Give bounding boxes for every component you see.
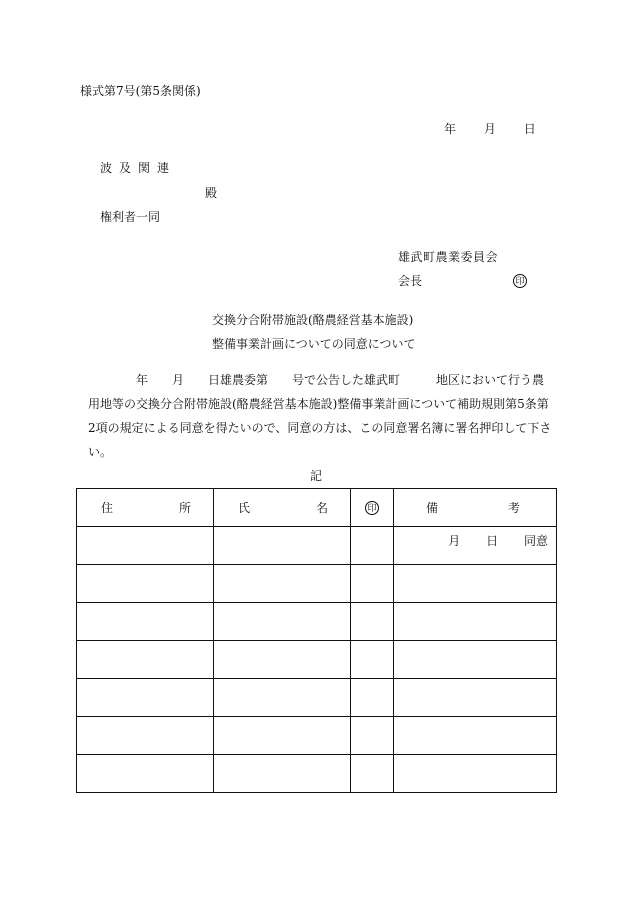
- table-row: [77, 565, 557, 603]
- date-year: 年: [444, 122, 457, 136]
- body-paragraph: 年 月 日雄農委第 号で公告した雄武町 地区において行う農用地等の交換分合附帯施設(酪農経営基本施設)整備事業計画について補助規則第5条第2項の規定による同意を得たいので、同意の方は、この同意署名簿に署名押印して下さい。: [88, 373, 552, 459]
- address-cell[interactable]: [77, 565, 214, 603]
- name-cell[interactable]: [214, 527, 351, 565]
- header-remarks: [394, 489, 557, 527]
- header-name-b: 名: [315, 501, 328, 515]
- consent-label: 同意: [523, 534, 548, 548]
- header-name-a: 氏: [238, 501, 251, 515]
- seal-header-icon: 印: [365, 501, 379, 515]
- name-cell[interactable]: [214, 717, 351, 755]
- table-header-row: [77, 489, 557, 527]
- table-row: [77, 603, 557, 641]
- header-remarks-a: 備: [426, 501, 439, 515]
- table-row: [77, 755, 557, 793]
- seal-cell[interactable]: [351, 527, 394, 565]
- name-cell[interactable]: [214, 565, 351, 603]
- address-cell[interactable]: [77, 641, 214, 679]
- remarks-cell[interactable]: [394, 603, 557, 641]
- issuer-org: 雄武町農業委員会: [398, 250, 499, 264]
- seal-mark-icon: 印: [513, 274, 527, 288]
- subject-line1: 交換分合附帯施設(酪農経営基本施設): [212, 313, 414, 327]
- name-cell[interactable]: [214, 755, 351, 793]
- date-month: 月: [483, 122, 496, 136]
- consent-month: 月: [448, 534, 461, 548]
- header-address-a: 住: [101, 501, 114, 515]
- addressee-line1: 波及関連: [100, 161, 177, 175]
- addressee-line2: 権利者一同: [100, 210, 161, 224]
- consent-day: 日: [486, 534, 499, 548]
- table-row: [77, 679, 557, 717]
- remarks-cell[interactable]: [394, 717, 557, 755]
- table-row: [77, 641, 557, 679]
- address-cell[interactable]: [77, 679, 214, 717]
- table-row: [77, 527, 557, 565]
- header-seal: [351, 489, 394, 527]
- remarks-cell[interactable]: [394, 641, 557, 679]
- seal-cell[interactable]: [351, 565, 394, 603]
- seal-cell[interactable]: [351, 679, 394, 717]
- form-number: 様式第7号(第5条関係): [80, 84, 201, 98]
- seal-cell[interactable]: [351, 641, 394, 679]
- name-cell[interactable]: [214, 641, 351, 679]
- name-cell[interactable]: [214, 603, 351, 641]
- table-row: [77, 717, 557, 755]
- name-cell[interactable]: [214, 679, 351, 717]
- ki-label: 記: [310, 469, 323, 483]
- address-cell[interactable]: [77, 755, 214, 793]
- remarks-cell[interactable]: [394, 679, 557, 717]
- consent-table: [76, 488, 557, 793]
- date-line: [444, 122, 536, 136]
- address-cell[interactable]: [77, 717, 214, 755]
- header-name: [214, 489, 351, 527]
- header-address: [77, 489, 214, 527]
- address-cell[interactable]: [77, 527, 214, 565]
- seal-cell[interactable]: [351, 755, 394, 793]
- remarks-cell[interactable]: [394, 755, 557, 793]
- seal-cell[interactable]: [351, 603, 394, 641]
- address-cell[interactable]: [77, 603, 214, 641]
- remarks-cell[interactable]: [394, 565, 557, 603]
- date-day: 日: [523, 122, 536, 136]
- seal-cell[interactable]: [351, 717, 394, 755]
- addressee-honorific: 殿: [205, 186, 218, 200]
- header-remarks-b: 考: [507, 501, 520, 515]
- subject-line2: 整備事業計画についての同意について: [212, 337, 416, 351]
- remarks-cell[interactable]: [394, 527, 557, 565]
- header-address-b: 所: [178, 501, 191, 515]
- issuer-title: 会長: [398, 274, 423, 288]
